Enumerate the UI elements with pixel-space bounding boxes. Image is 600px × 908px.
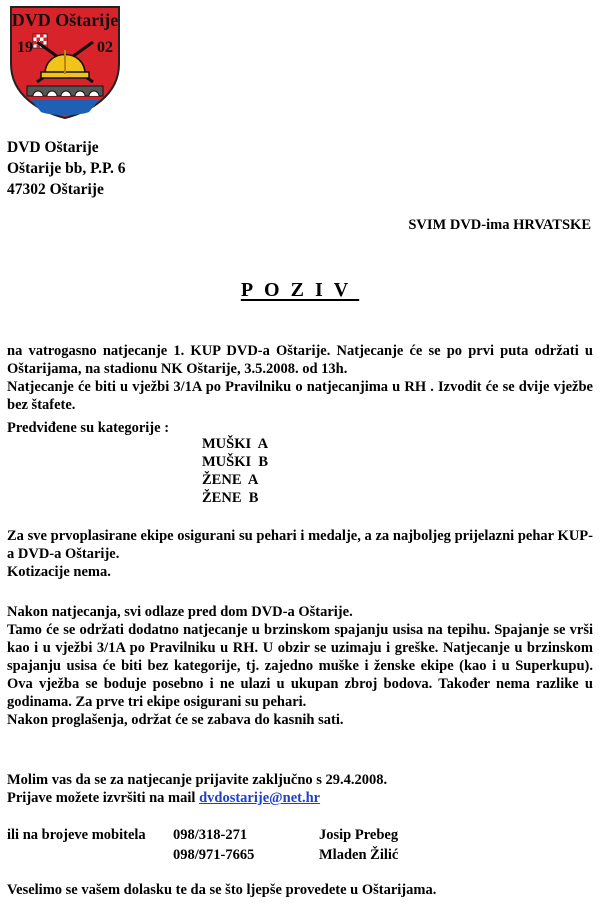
category-item: ŽENE A: [202, 472, 259, 488]
categories-heading: Predviđene su kategorije :: [7, 420, 170, 436]
email-prefix: Prijave možete izvršiti na mail: [7, 790, 200, 806]
contact-name: Josip Prebeg: [319, 827, 399, 843]
category-item: ŽENE B: [202, 490, 259, 506]
exercise-text: Natjecanje će biti u vježbi 3/1A po Pravilniku o natjecanjima u RH . Izvodit će se dvije vježbe bez štafete.: [7, 379, 593, 413]
fee-text: Kotizacije nema.: [7, 564, 111, 580]
category-item: MUŠKI A: [202, 436, 269, 452]
prizes-paragraph: [7, 527, 593, 581]
sender-name: DVD Oštarije: [7, 139, 99, 156]
logo-year-right: 02: [97, 39, 113, 56]
contact-name: Mladen Žilić: [319, 847, 399, 863]
recipient: SVIM DVD-ima HRVATSKE: [408, 217, 591, 233]
closing-text: Veselimo se vašem dolasku te da se što ljepše provedete u Oštarijama.: [7, 882, 437, 898]
page-title: POZIV: [240, 279, 360, 301]
suction-competition-text: Tamo će se održati dodatno natjecanje u brzinskom spajanju usisa na tepihu. Spajanje se vrši kao i u vježbi 3/1A po Pravilniku u RH. U obzir se uzimaju i greške. Natjecanje u brzinskom spajanju usisa će biti bez kategorije, tj. zajedno muške i ženske ekipe (kao i u Superkupu). Ova vježba se boduje posebno i ne ulazi u ukupan zbroj bodova. Također nema razlike u godinama. Za prve tri ekipe osigurani su pehari.: [7, 622, 593, 710]
phones-label: ili na brojeve mobitela: [7, 827, 146, 843]
logo-text: DVD Oštarije: [11, 10, 119, 30]
sender-address: [7, 137, 126, 200]
category-item: MUŠKI B: [202, 454, 269, 470]
after-competition-text: Nakon natjecanja, svi odlaze pred dom DVD-a Oštarije.: [7, 604, 353, 620]
afterparty-paragraph: [7, 603, 593, 729]
sender-city: 47302 Oštarije: [7, 181, 104, 198]
deadline-text: Molim vas da se za natjecanje prijavite zaključno s 29.4.2008.: [7, 772, 388, 788]
sender-street: Oštarije bb, P.P. 6: [7, 160, 126, 177]
logo-year-left: 19: [17, 39, 33, 56]
intro-paragraph: [7, 342, 593, 414]
registration-paragraph: [7, 771, 593, 807]
intro-text: na vatrogasno natjecanje 1. KUP DVD-a Oštarije. Natjecanje će se po prvi puta održati u Oštarijama, na stadionu NK Oštarije, 3.5.2008. od 13h.: [7, 343, 593, 377]
bridge-icon: [27, 86, 103, 115]
email-link[interactable]: dvdostarije@net.hr: [199, 790, 321, 806]
email-line: [7, 789, 593, 807]
party-text: Nakon proglašenja, održat će se zabava do kasnih sati.: [7, 712, 344, 728]
contact-phone: 098/971-7665: [173, 847, 255, 863]
categories-list: [202, 435, 268, 507]
prizes-text: Za sve prvoplasirane ekipe osigurani su pehari i medalje, a za najboljeg prijelazni pehar KUP-a DVD-a Oštarije.: [7, 528, 593, 562]
dvd-ostarije-logo: [7, 4, 123, 120]
contact-phone: 098/318-271: [173, 827, 248, 843]
